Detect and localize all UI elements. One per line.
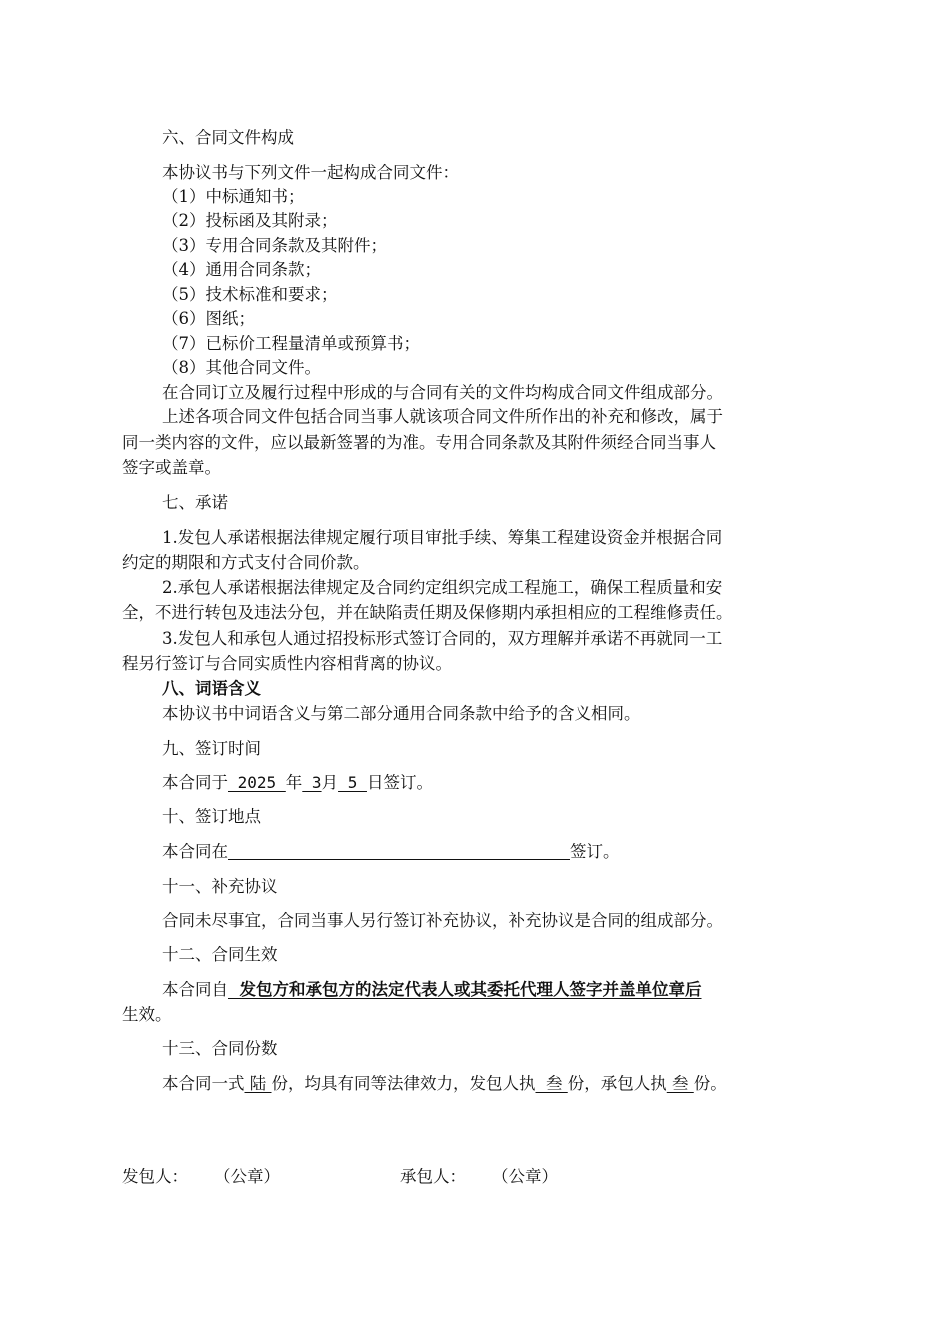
section-11-text: 合同未尽事宜，合同当事人另行签订补充协议，补充协议是合同的组成部分。	[162, 911, 723, 930]
month-unit: 月	[321, 773, 339, 792]
commitment-3: 程另行签订与合同实质性内容相背离的协议。	[122, 654, 452, 673]
signing-year: 2025	[228, 773, 286, 792]
section-6-intro: 本协议书与下列文件一起构成合同文件：	[162, 163, 459, 182]
document-list-item: （1）中标通知书；	[162, 187, 305, 206]
copies-text: 份。	[693, 1074, 727, 1093]
signing-month: 3	[302, 773, 322, 792]
document-list-item: （6）图纸；	[162, 309, 255, 328]
section-12-heading: 十二、合同生效	[162, 945, 278, 964]
signing-day: 5	[338, 773, 367, 792]
employer-label: 发包人：	[122, 1167, 188, 1186]
document-list-item: （4）通用合同条款；	[162, 260, 321, 279]
effective-condition: 发包方和承包方的法定代表人或其委托代理人签字并盖单位章后	[228, 980, 702, 999]
contractor-copies: 叁	[666, 1074, 694, 1093]
commitment-2: 全，不进行转包及违法分包，并在缺陷责任期及保修期内承担相应的工程维修责任。	[122, 603, 733, 622]
section-8-heading: 八、词语含义	[162, 679, 261, 698]
year-unit: 年	[285, 773, 303, 792]
contractor-label: 承包人：	[400, 1167, 466, 1186]
section-7-heading: 七、承诺	[162, 493, 228, 512]
section-6-paragraph: 同一类内容的文件，应以最新签署的为准。专用合同条款及其附件须经合同当事人	[122, 433, 716, 452]
document-list-item: （5）技术标准和要求；	[162, 285, 338, 304]
contractor-seal: （公章）	[492, 1167, 558, 1186]
commitment-3: 3.发包人和承包人通过招投标形式签订合同的，双方理解并承诺不再就同一工	[162, 629, 723, 648]
document-list-item: （3）专用合同条款及其附件；	[162, 236, 387, 255]
commitment-1: 约定的期限和方式支付合同价款。	[122, 553, 370, 572]
copies-text: 份，均具有同等法律效力，发包人执	[271, 1074, 536, 1093]
effective-clause	[162, 979, 702, 1001]
document-list-item: （2）投标函及其附录；	[162, 211, 338, 230]
copies-text: 份，承包人执	[567, 1074, 667, 1093]
commitment-2: 2.承包人承诺根据法律规定及合同约定组织完成工程施工，确保工程质量和安	[162, 578, 723, 597]
signing-place	[162, 841, 620, 863]
commitment-1: 1.发包人承诺根据法律规定履行项目审批手续、筹集工程建设资金并根据合同	[162, 528, 723, 547]
section-6-paragraph: 在合同订立及履行过程中形成的与合同有关的文件均构成合同文件组成部分。	[162, 383, 723, 402]
section-10-heading: 十、签订地点	[162, 807, 261, 826]
copies-text: 本合同一式	[162, 1074, 245, 1093]
effective-suffix: 生效。	[122, 1005, 172, 1024]
section-6-paragraph: 签字或盖章。	[122, 458, 221, 477]
effective-prefix: 本合同自	[162, 980, 228, 999]
document-list-item: （7）已标价工程量清单或预算书；	[162, 334, 420, 353]
signing-place-prefix: 本合同在	[162, 842, 228, 861]
section-9-heading: 九、签订时间	[162, 739, 261, 758]
section-13-heading: 十三、合同份数	[162, 1039, 278, 1058]
signing-date	[162, 772, 433, 794]
document-list-item: （8）其他合同文件。	[162, 358, 321, 377]
section-11-heading: 十一、补充协议	[162, 877, 278, 896]
section-6-heading: 六、合同文件构成	[162, 128, 294, 147]
total-copies: 陆	[244, 1074, 272, 1093]
signing-place-blank	[228, 842, 570, 860]
section-8-text: 本协议书中词语含义与第二部分通用合同条款中给予的含义相同。	[162, 704, 641, 723]
employer-seal: （公章）	[214, 1167, 280, 1186]
signing-date-suffix: 日签订。	[366, 773, 433, 792]
copies-clause	[162, 1073, 727, 1095]
signing-place-suffix: 签订。	[570, 842, 620, 861]
signing-date-prefix: 本合同于	[162, 773, 228, 792]
section-6-paragraph: 上述各项合同文件包括合同当事人就该项合同文件所作出的补充和修改，属于	[162, 407, 723, 426]
employer-copies: 叁	[535, 1074, 568, 1093]
